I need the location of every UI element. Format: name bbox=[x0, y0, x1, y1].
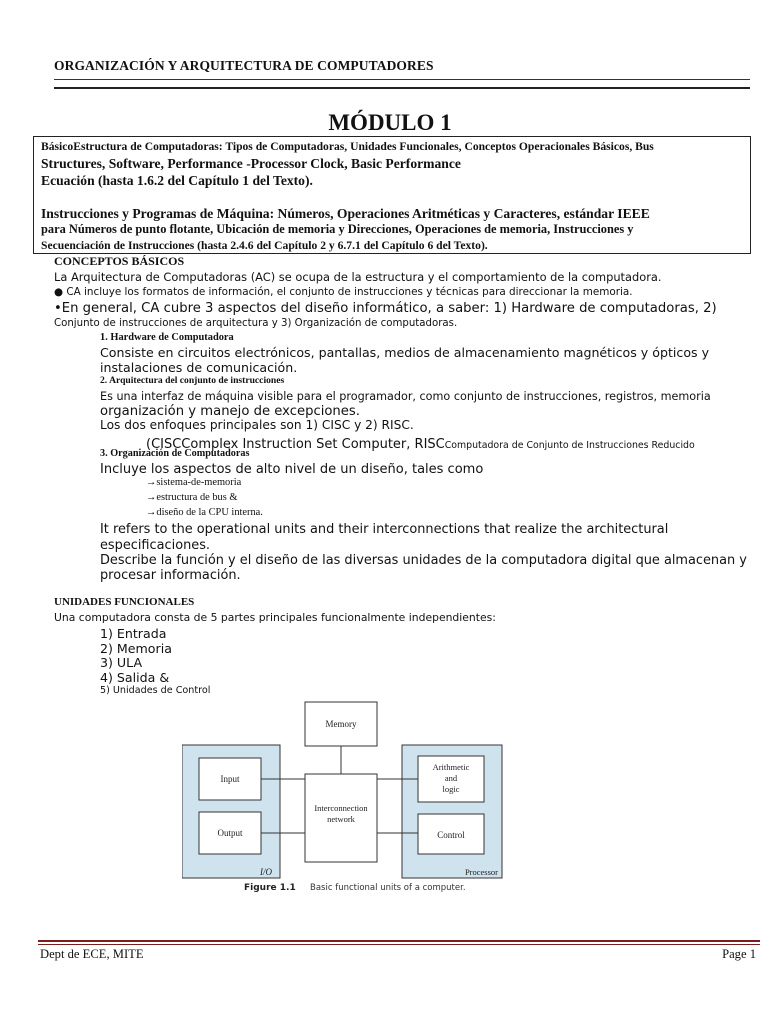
alu-label-2: and bbox=[444, 773, 458, 783]
section-heading-basic-concepts: CONCEPTOS BÁSICOS bbox=[54, 254, 185, 268]
memory-label: Memory bbox=[325, 719, 357, 729]
control-label: Control bbox=[437, 830, 465, 840]
processor-label: Processor bbox=[464, 867, 498, 877]
bullet-three-aspects: •En general, CA cubre 3 aspectos del diseño informático, a saber: 1) Hardware de computadoras, 2) bbox=[54, 301, 717, 316]
syllabus-line-3: Ecuación (hasta 1.6.2 del Capítulo 1 del Texto). bbox=[41, 173, 313, 188]
functional-units-intro: Una computadora consta de 5 partes principales funcionalmente independientes: bbox=[54, 611, 496, 624]
isa-text-2: organización y manejo de excepciones. bbox=[100, 404, 360, 419]
bullet-three-aspects-cont: Conjunto de instrucciones de arquitectura y 3) Organización de computadoras. bbox=[54, 318, 458, 329]
bullet-ca-formats: ● CA incluye los formatos de información, el conjunto de instrucciones y técnicas para direccionar la memoria. bbox=[54, 286, 633, 298]
isa-risc-text: Computadora de Conjunto de Instrucciones Reducido bbox=[444, 440, 695, 451]
list-item: 5) Unidades de Control bbox=[100, 685, 211, 696]
alu-label-1: Arithmetic bbox=[432, 762, 470, 772]
output-label: Output bbox=[217, 828, 243, 838]
organization-text-3: especificaciones. bbox=[100, 538, 211, 553]
module-title: MÓDULO 1 bbox=[328, 110, 452, 135]
organization-arrow-1: →sistema-de-memoria bbox=[146, 477, 242, 488]
isa-text-3: Los dos enfoques principales son 1) CISC y 2) RISC. bbox=[100, 418, 414, 432]
isa-text-1: Es una interfaz de máquina visible para el programador, como conjunto de instrucciones, registros, memoria bbox=[100, 390, 711, 403]
interconnection-label: Interconnection bbox=[314, 803, 368, 813]
syllabus-box bbox=[33, 136, 751, 254]
organization-arrow-2: →estructura de bus & bbox=[146, 492, 238, 503]
footer-department: Dept de ECE, MITE bbox=[40, 947, 144, 961]
footer-page-number: Page 1 bbox=[722, 947, 756, 961]
syllabus-line-4: Instrucciones y Programas de Máquina: Números, Operaciones Aritméticas y Caracteres, estándar IEEE bbox=[41, 206, 650, 221]
subheading-organization: 3. Organización de Computadoras bbox=[100, 448, 250, 459]
hardware-text-1: Consiste en circuitos electrónicos, pantallas, medios de almacenamiento magnéticos y ópticos y bbox=[100, 345, 710, 360]
functional-units-diagram bbox=[182, 698, 522, 898]
footer-rule-top bbox=[38, 940, 760, 942]
section-heading-functional-units: UNIDADES FUNCIONALES bbox=[54, 596, 195, 608]
header-title: ORGANIZACIÓN Y ARQUITECTURA DE COMPUTADORES bbox=[54, 58, 434, 73]
syllabus-line-1: BásicoEstructura de Computadoras: Tipos de Computadoras, Unidades Funcionales, Conceptos Operacionales Básicos, Bus bbox=[41, 140, 654, 153]
footer-rule-bottom bbox=[38, 944, 760, 945]
intro-paragraph: La Arquitectura de Computadoras (AC) se ocupa de la estructura y el comportamiento de la computadora. bbox=[54, 270, 662, 284]
subheading-hardware: 1. Hardware de Computadora bbox=[100, 332, 234, 343]
organization-text-4: Describe la función y el diseño de las diversas unidades de la computadora digital que almacenan y bbox=[100, 553, 747, 568]
header-rule-top bbox=[54, 79, 750, 80]
interconnection-label-2: network bbox=[327, 814, 355, 824]
organization-arrow-3: →diseño de la CPU interna. bbox=[146, 507, 263, 518]
syllabus-line-5: para Números de punto flotante, Ubicación de memoria y Direcciones, Operaciones de memoria, Instrucciones y bbox=[41, 222, 634, 236]
syllabus-line-6: Secuenciación de Instrucciones (hasta 2.4.6 del Capítulo 2 y 6.7.1 del Capítulo 6 del Texto). bbox=[41, 239, 488, 252]
list-item: 4) Salida & bbox=[100, 670, 170, 685]
alu-label-3: logic bbox=[442, 784, 460, 794]
input-label: Input bbox=[220, 774, 240, 784]
organization-text-5: procesar información. bbox=[100, 568, 241, 583]
figure-caption-text: Basic functional units of a computer. bbox=[310, 883, 466, 893]
organization-text-2: It refers to the operational units and their interconnections that realize the architectural bbox=[100, 522, 669, 537]
list-item: 2) Memoria bbox=[100, 641, 172, 656]
syllabus-line-2: Structures, Software, Performance -Processor Clock, Basic Performance bbox=[41, 156, 461, 171]
isa-cisc-text: (CISCComplex Instruction Set Computer, RISC bbox=[146, 437, 445, 452]
list-item: 1) Entrada bbox=[100, 626, 167, 641]
hardware-text-2: instalaciones de comunicación. bbox=[100, 360, 298, 375]
figure-caption-number: Figure 1.1 bbox=[244, 883, 296, 893]
list-item: 3) ULA bbox=[100, 655, 143, 670]
organization-text-1: Incluye los aspectos de alto nivel de un diseño, tales como bbox=[100, 462, 484, 477]
header-rule-bottom bbox=[54, 87, 750, 89]
subheading-isa: 2. Arquitectura del conjunto de instrucciones bbox=[100, 375, 285, 386]
io-label: I/O bbox=[260, 867, 272, 877]
